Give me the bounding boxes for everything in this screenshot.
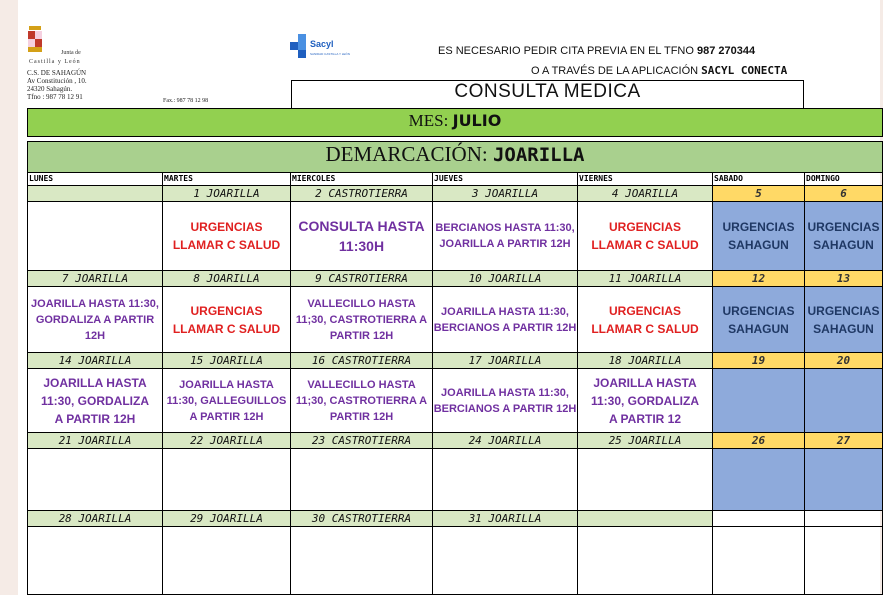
date-cell bbox=[805, 511, 883, 527]
event-text: JOARILLA HASTA 11:30, BERCIANOS A PARTIR 12H bbox=[433, 305, 577, 334]
date-cell: 31 JOARILLA bbox=[433, 511, 578, 527]
event-cell bbox=[433, 527, 578, 595]
date-cell bbox=[27, 186, 163, 202]
event-text: JOARILLA HASTA 11:30, GORDALIZA A PARTIR 12H bbox=[31, 297, 159, 342]
event-cell bbox=[433, 369, 578, 433]
month-label bbox=[27, 111, 883, 131]
junta-crest-icon bbox=[28, 26, 42, 54]
event-cell bbox=[433, 202, 578, 271]
date-cell: 30 CASTROTIERRA bbox=[291, 511, 433, 527]
event-text: VALLECILLO HASTA 11;30, CASTROTIERRA A PARTIR 12H bbox=[295, 378, 428, 423]
date-cell: 26 bbox=[713, 433, 805, 449]
address-line: Av Constitución , 10. bbox=[27, 77, 87, 85]
event-cell bbox=[433, 449, 578, 511]
event-text: URGENCIAS SAHAGUN bbox=[807, 303, 880, 336]
notice-text: O A TRAVÉS DE LA APLICACIÓN bbox=[531, 65, 702, 77]
event-cell bbox=[578, 202, 713, 271]
date-cell: 8 JOARILLA bbox=[163, 271, 291, 287]
date-cell: 7 JOARILLA bbox=[27, 271, 163, 287]
event-cell bbox=[713, 287, 805, 353]
event-cell bbox=[578, 287, 713, 353]
address-line: 24320 Sahagún. bbox=[27, 85, 73, 93]
sacyl-logo bbox=[290, 34, 380, 65]
date-cell: 27 bbox=[805, 433, 883, 449]
sacyl-logo-icon bbox=[290, 34, 380, 60]
event-cell bbox=[433, 287, 578, 353]
event-cell bbox=[578, 369, 713, 433]
event-cell bbox=[291, 527, 433, 595]
junta-line1: Junta de bbox=[61, 50, 81, 56]
date-cell: 6 bbox=[805, 186, 883, 202]
event-text: JOARILLA HASTA 11:30, GORDALIZA A PARTIR 12H bbox=[40, 375, 150, 426]
weekday-header: MIERCOLES bbox=[291, 173, 433, 186]
event-cell bbox=[805, 287, 883, 353]
weekday-header: DOMINGO bbox=[805, 173, 883, 186]
event-cell bbox=[713, 202, 805, 271]
event-text: URGENCIAS LLAMAR C SALUD bbox=[172, 220, 281, 252]
weekday-header: SABADO bbox=[713, 173, 805, 186]
address-line: Tfno : 987 78 12 91 bbox=[27, 93, 83, 101]
event-cell bbox=[805, 369, 883, 433]
date-cell: 10 JOARILLA bbox=[433, 271, 578, 287]
sacyl-subtitle: SANIDAD CASTILLA Y LEÓN bbox=[310, 52, 350, 56]
event-text: JOARILLA HASTA 11:30, GALLEGUILLOS A PARTIR 12H bbox=[166, 378, 287, 423]
event-cell bbox=[163, 369, 291, 433]
event-cell bbox=[163, 287, 291, 353]
date-cell: 25 JOARILLA bbox=[578, 433, 713, 449]
date-cell: 2 CASTROTIERRA bbox=[291, 186, 433, 202]
date-cell: 21 JOARILLA bbox=[27, 433, 163, 449]
event-text: URGENCIAS SAHAGUN bbox=[807, 220, 880, 252]
date-cell: 15 JOARILLA bbox=[163, 353, 291, 369]
event-text: VALLECILLO HASTA 11;30, CASTROTIERRA A PARTIR 12H bbox=[295, 297, 428, 342]
event-cell bbox=[291, 449, 433, 511]
event-cell bbox=[27, 202, 163, 271]
fax-number: Fax.: 987 78 12 98 bbox=[163, 98, 209, 104]
weekday-header: VIERNES bbox=[578, 173, 713, 186]
appointment-notice-line2 bbox=[531, 64, 787, 77]
event-text: URGENCIAS LLAMAR C SALUD bbox=[591, 220, 699, 252]
date-cell: 4 JOARILLA bbox=[578, 186, 713, 202]
date-cell: 14 JOARILLA bbox=[27, 353, 163, 369]
date-cell: 23 CASTROTIERRA bbox=[291, 433, 433, 449]
event-text: URGENCIAS SAHAGUN bbox=[722, 220, 795, 252]
event-cell bbox=[805, 449, 883, 511]
event-cell bbox=[713, 449, 805, 511]
event-text: CONSULTA HASTA 11:30H bbox=[298, 218, 425, 254]
date-cell: 19 bbox=[713, 353, 805, 369]
date-cell: 24 JOARILLA bbox=[433, 433, 578, 449]
date-cell bbox=[578, 511, 713, 527]
date-cell: 12 bbox=[713, 271, 805, 287]
date-cell: 29 JOARILLA bbox=[163, 511, 291, 527]
event-cell bbox=[291, 369, 433, 433]
weekday-header: MARTES bbox=[163, 173, 291, 186]
event-text: BERCIANOS HASTA 11:30, JOARILLA A PARTIR 12H bbox=[435, 222, 575, 250]
date-cell: 18 JOARILLA bbox=[578, 353, 713, 369]
event-text: URGENCIAS LLAMAR C SALUD bbox=[172, 303, 281, 336]
event-text: JOARILLA HASTA 11:30, GORDALIZA A PARTIR 12 bbox=[590, 375, 700, 426]
event-cell bbox=[27, 449, 163, 511]
event-cell bbox=[713, 527, 805, 595]
appointment-notice-line1 bbox=[438, 45, 755, 57]
month-caption: MES: bbox=[408, 111, 453, 130]
event-cell bbox=[805, 527, 883, 595]
date-cell: 5 bbox=[713, 186, 805, 202]
event-cell bbox=[163, 449, 291, 511]
date-cell: 3 JOARILLA bbox=[433, 186, 578, 202]
month-value: JULIO bbox=[452, 111, 502, 130]
date-cell: 22 JOARILLA bbox=[163, 433, 291, 449]
event-cell bbox=[805, 202, 883, 271]
address-block bbox=[27, 69, 87, 101]
event-cell bbox=[163, 527, 291, 595]
date-cell: 13 bbox=[805, 271, 883, 287]
event-cell bbox=[291, 202, 433, 271]
event-text: JOARILLA HASTA 11:30, BERCIANOS A PARTIR 12H bbox=[433, 386, 577, 415]
demarcation-label bbox=[27, 142, 883, 167]
event-cell bbox=[578, 449, 713, 511]
event-cell bbox=[27, 527, 163, 595]
date-cell: 9 CASTROTIERRA bbox=[291, 271, 433, 287]
event-text: URGENCIAS LLAMAR C SALUD bbox=[591, 303, 699, 336]
date-cell bbox=[713, 511, 805, 527]
event-text: URGENCIAS SAHAGUN bbox=[722, 303, 795, 336]
event-cell bbox=[578, 527, 713, 595]
demarcation-caption: DEMARCACIÓN: bbox=[325, 142, 493, 166]
event-cell bbox=[163, 202, 291, 271]
date-cell: 20 bbox=[805, 353, 883, 369]
event-cell bbox=[291, 287, 433, 353]
date-cell: 16 CASTROTIERRA bbox=[291, 353, 433, 369]
left-margin-strip bbox=[0, 0, 18, 595]
notice-phone: 987 270344 bbox=[696, 45, 756, 57]
weekday-header: LUNES bbox=[27, 173, 163, 186]
sacyl-wordmark: Sacyl bbox=[310, 39, 334, 49]
event-cell bbox=[713, 369, 805, 433]
page-title: CONSULTA MEDICA bbox=[454, 81, 641, 102]
date-cell: 11 JOARILLA bbox=[578, 271, 713, 287]
date-cell: 17 JOARILLA bbox=[433, 353, 578, 369]
notice-text: ES NECESARIO PEDIR CITA PREVIA EN EL TFNO bbox=[438, 45, 697, 57]
event-cell bbox=[27, 287, 163, 353]
weekday-header: JUEVES bbox=[433, 173, 578, 186]
date-cell: 28 JOARILLA bbox=[27, 511, 163, 527]
demarcation-value: JOARILLA bbox=[492, 144, 585, 166]
address-line: C.S. DE SAHAGÚN bbox=[27, 69, 87, 77]
junta-line2: Castilla y León bbox=[29, 59, 81, 65]
notice-app-name: SACYL CONECTA bbox=[701, 64, 788, 77]
date-cell: 1 JOARILLA bbox=[163, 186, 291, 202]
event-cell bbox=[27, 369, 163, 433]
